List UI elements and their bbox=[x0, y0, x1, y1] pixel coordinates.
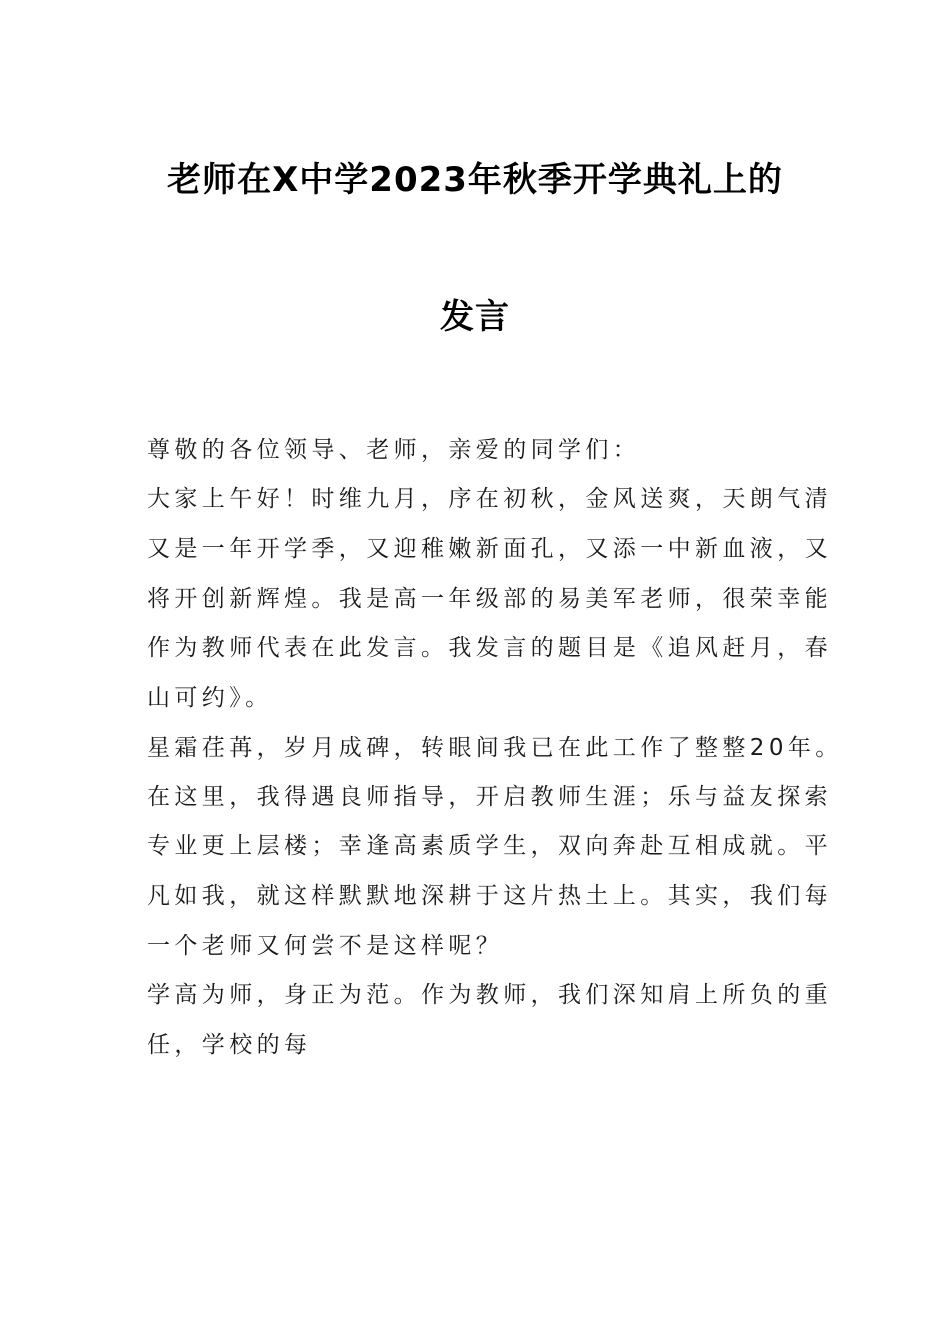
body-text-line: 大家上午好！时维九月，序在初秋，金风送爽，天朗气清 bbox=[147, 486, 832, 512]
body-text-line: 凡如我，就这样默默地深耕于这片热土上。其实，我们每 bbox=[147, 883, 832, 909]
body-text-line: 在这里，我得遇良师指导，开启教师生涯；乐与益友探索 bbox=[147, 784, 832, 810]
body-text-line: 专业更上层楼；幸逢高素质学生，双向奔赴互相成就。平 bbox=[147, 833, 832, 859]
body-text-line: 山可约》。 bbox=[147, 685, 273, 711]
body-text-line: 将开创新辉煌。我是高一年级部的易美军老师，很荣幸能 bbox=[147, 586, 832, 612]
body-text-line: 学高为师，身正为范。作为教师，我们深知肩上所负的重 bbox=[147, 982, 832, 1008]
body-text-line: 又是一年开学季，又迎稚嫩新面孔，又添一中新血液，又 bbox=[147, 536, 832, 562]
body-text-line: 星霜荏苒，岁月成碑，转眼间我已在此工作了整整20年。 bbox=[147, 735, 843, 761]
salutation-line: 尊敬的各位领导、老师，亲爱的同学们： bbox=[147, 437, 641, 463]
body-text-line: 任，学校的每 bbox=[147, 1032, 312, 1058]
body-text-line: 作为教师代表在此发言。我发言的题目是《追风赶月，春 bbox=[147, 635, 832, 661]
document-title-line-2: 发言 bbox=[440, 297, 510, 337]
body-text-line: 一个老师又何尝不是这样呢？ bbox=[147, 933, 504, 959]
document-title-line-1: 老师在X中学2023年秋季开学典礼上的 bbox=[167, 160, 783, 200]
